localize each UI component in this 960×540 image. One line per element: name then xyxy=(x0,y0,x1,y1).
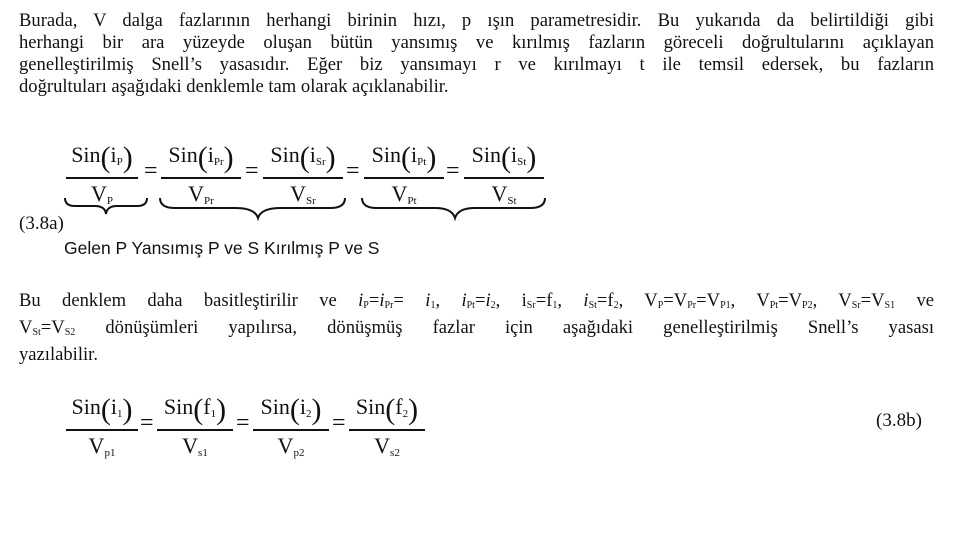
eq2-equals-2: = xyxy=(236,410,250,436)
simplification-line-2: VSt=VS2 dönüşümleri yapılırsa, dönüşmüş fazlar için aşağıdaki genelleştirilmiş Snell’s yasası xyxy=(19,317,934,338)
eq2-fraction-3: $Sin(i_2)$ $V_{p2}$ xyxy=(253,394,329,466)
intro-line-4: doğrultuları aşağıdaki denklemle tam olarak açıklanabilir. xyxy=(19,76,449,97)
brace-refracted xyxy=(362,198,545,218)
intro-line-2: herhangi bir ara yüzeyde oluşan bütün yansımış ve kırılmış fazların göreceli doğrultularını açıklayan xyxy=(19,32,934,53)
eq2-fraction-2: $Sin(f_1)$ $V_{s1}$ xyxy=(157,394,233,466)
eq1-brace-labels: Gelen P Yansımış P ve S Kırılmış P ve S xyxy=(64,238,380,258)
eq1-equals-2: = xyxy=(245,158,259,184)
eq1-equals-3: = xyxy=(346,158,360,184)
brace-reflected xyxy=(160,198,345,218)
eq1-fraction-1: $Sin(i_P)$ $V_P$ xyxy=(66,142,138,214)
simplification-line-1: Bu denklem daha basitleştirilir ve iP=iPr= i1, iPt=i2, iSr=f1, iSt=f2, VP=VPr=VP1, VPt=VP2, VSr=VS1 ve xyxy=(19,290,935,311)
eq2-equals-3: = xyxy=(332,410,346,436)
eq2-fraction-4: $Sin(f_2)$ $V_{s2}$ xyxy=(349,394,425,466)
eq1-equals-4: = xyxy=(446,158,460,184)
eq1-fraction-5: $Sin(i_{St})$ $V_{St}$ xyxy=(464,142,544,214)
eq2-fraction-1: $Sin(i_1)$ $V_{p1}$ xyxy=(66,394,138,466)
eq1-fraction-4: $Sin(i_{Pt})$ $V_{Pt}$ xyxy=(364,142,444,214)
eq1-fraction-2: $Sin(i_{Pr})$ $V_{Pr}$ xyxy=(161,142,241,214)
eq1-equals-1: = xyxy=(144,158,158,184)
eq2-equals-1: = xyxy=(140,410,154,436)
brace-incident xyxy=(65,198,147,214)
intro-line-3: genelleştirilmiş Snell’s yasasıdır. Eğer biz yansımayı r ve kırılmayı t ile temsil edersek, bu fazların xyxy=(19,54,934,75)
eq2-label: (3.8b) xyxy=(876,410,922,431)
simplification-line-3: yazılabilir. xyxy=(19,344,98,365)
simplification-paragraph xyxy=(19,290,934,366)
eq1-label: (3.8a) xyxy=(19,213,64,234)
intro-line-1: Burada, V dalga fazlarının herhangi birinin hızı, p ışın parametresidir. Bu yukarıda da belirtildiği gibi xyxy=(19,10,934,31)
eq1-fraction-3: $Sin(i_{Sr})$ $V_{Sr}$ xyxy=(263,142,343,214)
